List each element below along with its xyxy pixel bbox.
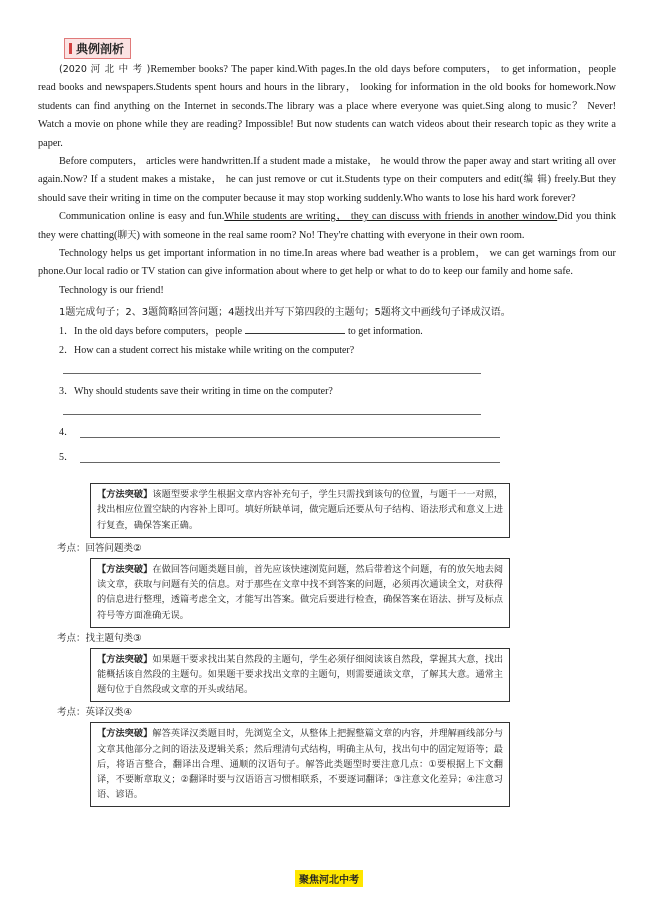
underlined-sentence: While students are writing， they can discuss with friends in another window. <box>224 211 558 223</box>
section-tag <box>64 38 131 59</box>
method-box-2-text: 在做回答问题类题目前，首先应该快速浏览问题，然后带着这个问题，有的放矢地去阅读文章，获取与问题有关的信息。对于那些在文章中找不到答案的问题，必须再次通读全文，对获得的信息进行整理，透篇考虑全文，才能写出答案。做完后要进行检查，确保答案在语法、拼写及标点符号等方面准确无误。 <box>97 563 504 621</box>
method-box-4 <box>90 722 510 807</box>
method-box-3-text: 如果题干要求找出某自然段的主题句，学生必须仔细阅读该自然段，掌握其大意，找出能概括该自然段的主题句。如果题干要求找出文章的主题句，则需要通读文章，了解其大意。通常主题句位于自然段或文章的开头或结尾。 <box>97 653 504 696</box>
question-4-number: 4． <box>59 427 74 439</box>
kaodian-3: 考点：找主题句类③ <box>57 632 142 644</box>
answer-line-3[interactable] <box>63 413 481 415</box>
method-box-4-text: 解答英译汉类题目时，先浏览全文，从整体上把握整篇文章的内容，并理解画线部分与文章其他部分之间的语法及逻辑关系；然后理清句式结构，明确主从句，找出句中的固定短语等；最后，将语言整合，翻译出合理、通顺的汉语句子。解答此类题型时要注意几点：①要根据上下文翻译，不要断章取义；②翻译时要与汉语语言习惯相联系，不要逐词翻译；③注意文化差异；④注意习语、谚语。 <box>97 728 504 801</box>
answer-row-5 <box>59 448 616 463</box>
tag-bar-icon <box>69 43 72 54</box>
worksheet-page <box>38 38 616 807</box>
kaodian-4: 考点：英译汉类④ <box>57 707 133 719</box>
question-1 <box>59 322 616 341</box>
method-box-2 <box>90 558 510 628</box>
gloss-chat: 聊天 <box>117 229 137 241</box>
method-box-3-title: 【方法突破】 <box>97 653 153 665</box>
question-1-blank[interactable] <box>245 323 345 334</box>
question-5-number: 5． <box>59 452 74 464</box>
passage-paragraph-2 <box>38 153 616 208</box>
paragraph-2-text-b: ) freely.But they should save their writing in time on the computer because it may stop working suddenly.Who wants to lose his hard work forever? <box>38 174 616 204</box>
paragraph-3-text-b: Did you think they were chatting( <box>38 211 616 241</box>
gloss-edit: 编 辑 <box>522 174 548 186</box>
passage-source: (2020 河 北 中 考 ) <box>59 64 151 75</box>
reading-passage <box>38 61 616 300</box>
question-2: 2．How can a student correct his mistake while writing on the computer? <box>59 345 355 357</box>
passage-paragraph-1 <box>38 61 616 153</box>
task-instructions: 1题完成句子；2、3题简略回答问题；4题找出并写下第四段的主题句；5题将文中画线句子译成汉语。 <box>59 307 511 319</box>
paragraph-3-text-a: Communication online is easy and fun. <box>59 211 225 223</box>
question-1-text-a: 1．In the old days before computers，people <box>59 326 243 338</box>
paragraph-3-text-c: ) with someone in the real same room? No! They're chatting with everyone in their own room. <box>136 229 525 241</box>
passage-paragraph-3 <box>38 208 616 245</box>
passage-paragraph-4: Technology helps us get important information in no time.In areas where bad weather is a problem， we can get warnings from our phone.Our local radio or TV station can give information about where to get help or what to do to keep our family and home safe. <box>38 248 616 278</box>
kaodian-2: 考点：回答问题类② <box>57 542 142 554</box>
method-box-1-title: 【方法突破】 <box>97 489 153 501</box>
footer-label: 聚焦河北中考 <box>295 870 363 887</box>
method-box-1 <box>90 483 510 538</box>
answer-row-4 <box>59 423 616 438</box>
paragraph-2-text-a: Before computers， articles were handwritten.If a student made a mistake， he would throw the paper away and start writing all over again.Now? If a student makes a mistake， he can just remove or cut it.Students type on their computers and edit( <box>38 156 616 186</box>
section-tag-label: 典例剖析 <box>76 42 125 56</box>
question-1-text-b: to get information. <box>348 326 423 338</box>
question-3: 3．Why should students save their writing in time on the computer? <box>59 386 333 398</box>
method-box-3 <box>90 648 510 703</box>
answer-line-4[interactable] <box>80 427 500 438</box>
method-box-4-title: 【方法突破】 <box>97 728 153 740</box>
method-box-2-title: 【方法突破】 <box>97 563 153 575</box>
answer-line-2[interactable] <box>63 372 481 374</box>
passage-paragraph-5: Technology is our friend! <box>59 284 164 296</box>
answer-line-5[interactable] <box>80 452 500 463</box>
method-box-1-text: 该题型要求学生根据文章内容补充句子，学生只需找到该句的位置，与题干一一对照，找出相应位置空缺的内容补上即可。填好所缺单词，做完题后还要从句子结构、语法形式和意义上进行复查，确保答案正确。 <box>97 489 504 531</box>
paragraph-1-text: Remember books? The paper kind.With pages.In the old days before computers， to get information，people read books and newspapers.Students spent hours and hours in the library， looking for information in the old books for homework.Now students can find anything on the Internet in seconds.The library was a place where everyone was quiet.Sing along to music？ Never! Watch a movie on phone while they are reading? Impossible! But now students can watch videos about their research topic as they write a paper. <box>38 64 616 149</box>
